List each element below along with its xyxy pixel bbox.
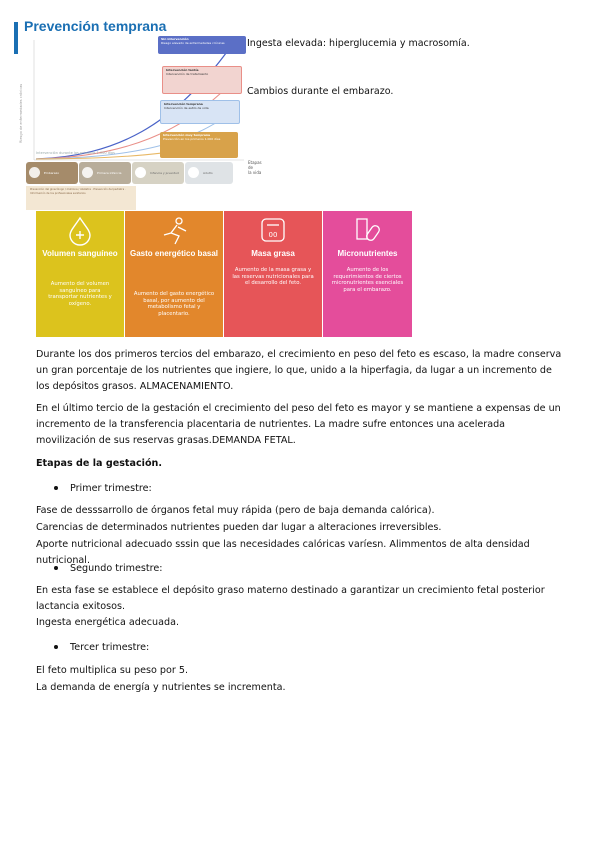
card-title: Micronutrientes <box>337 249 398 258</box>
second-trimester-line-1: En esta fase se establece el depósito graso materno destinado a garantizar un crecimiento fetal posterior lactancia exitosos. <box>36 585 545 612</box>
card-basal-energy <box>125 211 223 337</box>
y-axis-label: Riesgo de enfermedades crónicas <box>19 83 23 143</box>
third-trimester-line-1: El feto multiplica su peso por 5. <box>36 665 189 676</box>
life-stages-row <box>26 162 236 184</box>
bullet-first-trimester: Primer trimestre: <box>54 483 152 494</box>
prevention-figure <box>14 14 262 210</box>
card-fat-mass <box>224 211 322 337</box>
x-caption: Intervención durante los primeros 1.000 días <box>36 151 115 155</box>
stage-adult: Adulto <box>185 162 233 184</box>
figure-title: Prevención temprana <box>24 18 167 34</box>
svg-text:00: 00 <box>268 231 278 239</box>
side-note-2: Cambios durante el embarazo. <box>247 86 394 97</box>
bullet-dot <box>54 486 58 490</box>
card-description: Aumento de los requerimientos de ciertos micronutrientes esenciales para el embarazo. <box>331 267 404 293</box>
tag-very-early-intervention: Intervención muy temprana Prevención en los primeros 1.000 días <box>160 132 238 158</box>
card-description: Aumento del gasto energético basal, por aumento del metabolismo fetal y placentario. <box>133 291 215 317</box>
tag-no-intervention: Sin intervención Riesgo elevado de enfermedades crónicas <box>158 36 246 54</box>
stage-childhood-youth: Infancia y juventud <box>132 162 184 184</box>
runner-icon <box>125 215 223 245</box>
bullet-second-trimester: Segundo trimestre: <box>54 563 163 574</box>
section-heading: Etapas de la gestación. <box>36 458 163 469</box>
paragraph-storage: Durante los dos primeros tercios del embarazo, el crecimiento en peso del feto es escaso, la madre conserva un gran porcentaje de los nutrientes que ingiere, lo que, unido a la hiperfagia, da lugar a un incremento de los depósitos grasos. ALMACENAMIENTO. <box>36 349 562 392</box>
pregnancy-changes-figure <box>36 211 412 337</box>
paragraph-fetal-demand: En el último tercio de la gestación el crecimiento del peso del feto es mayor y se mantiene a expensas de un incremento de la transferencia placentaria de nutrientes. La madre sufre entonces una acelerada movilización de sus reservas grasas.DEMANDA FETAL. <box>36 403 561 446</box>
card-title: Masa grasa <box>251 249 295 258</box>
card-micronutrients <box>323 211 412 337</box>
first-trimester-line-1: Fase de desssarrollo de órganos fetal muy rápida (pero de baja demanda calórica). <box>36 505 435 516</box>
bullet-third-trimester: Tercer trimestre: <box>54 642 149 653</box>
tag-early-intervention: Intervención temprana Intervención de estilo de vida <box>160 100 240 124</box>
title-accent-bar <box>14 22 18 54</box>
pills-icon <box>323 215 412 245</box>
card-description: Aumento de la masa grasa y las reservas nutricionales para el desarrollo del feto. <box>232 267 314 287</box>
stage-pregnancy: Embarazo <box>26 162 78 184</box>
first-trimester-line-3: Aporte nutricional adecuado sssin que las necesidades calóricas varíesn. Alimmentos de alta densidad nutricional. <box>36 539 530 566</box>
card-title: Gasto energético basal <box>129 249 219 258</box>
blood-drop-icon <box>36 215 124 245</box>
figure-notes: Prevención del ginecólogo / matrona / obstetra · Prevención del pediatra · Información de los profesionales sanitarios <box>26 186 136 210</box>
bullet-dot <box>54 645 58 649</box>
scale-icon <box>224 215 322 245</box>
life-stages-label: Etapas de la vida <box>248 160 262 175</box>
first-trimester-line-2: Carencias de determinados nutrientes pueden dar lugar a alteraciones irreversibles. <box>36 522 442 533</box>
bullet-dot <box>54 566 58 570</box>
third-trimester-line-2: La demanda de energía y nutrientes se incrementa. <box>36 682 286 693</box>
tag-late-intervention: Intervención tardía Intervención de tratamiento <box>162 66 242 94</box>
side-note-1: Ingesta elevada: hiperglucemia y macrosomía. <box>247 38 470 49</box>
card-blood-volume <box>36 211 124 337</box>
second-trimester-line-2: Ingesta energética adecuada. <box>36 617 179 628</box>
card-title: Volumen sanguíneo <box>42 249 118 258</box>
stage-early-childhood: Primera infancia <box>79 162 131 184</box>
card-description: Aumento del volumen sanguíneo para transportar nutrientes y oxígeno. <box>48 281 112 307</box>
